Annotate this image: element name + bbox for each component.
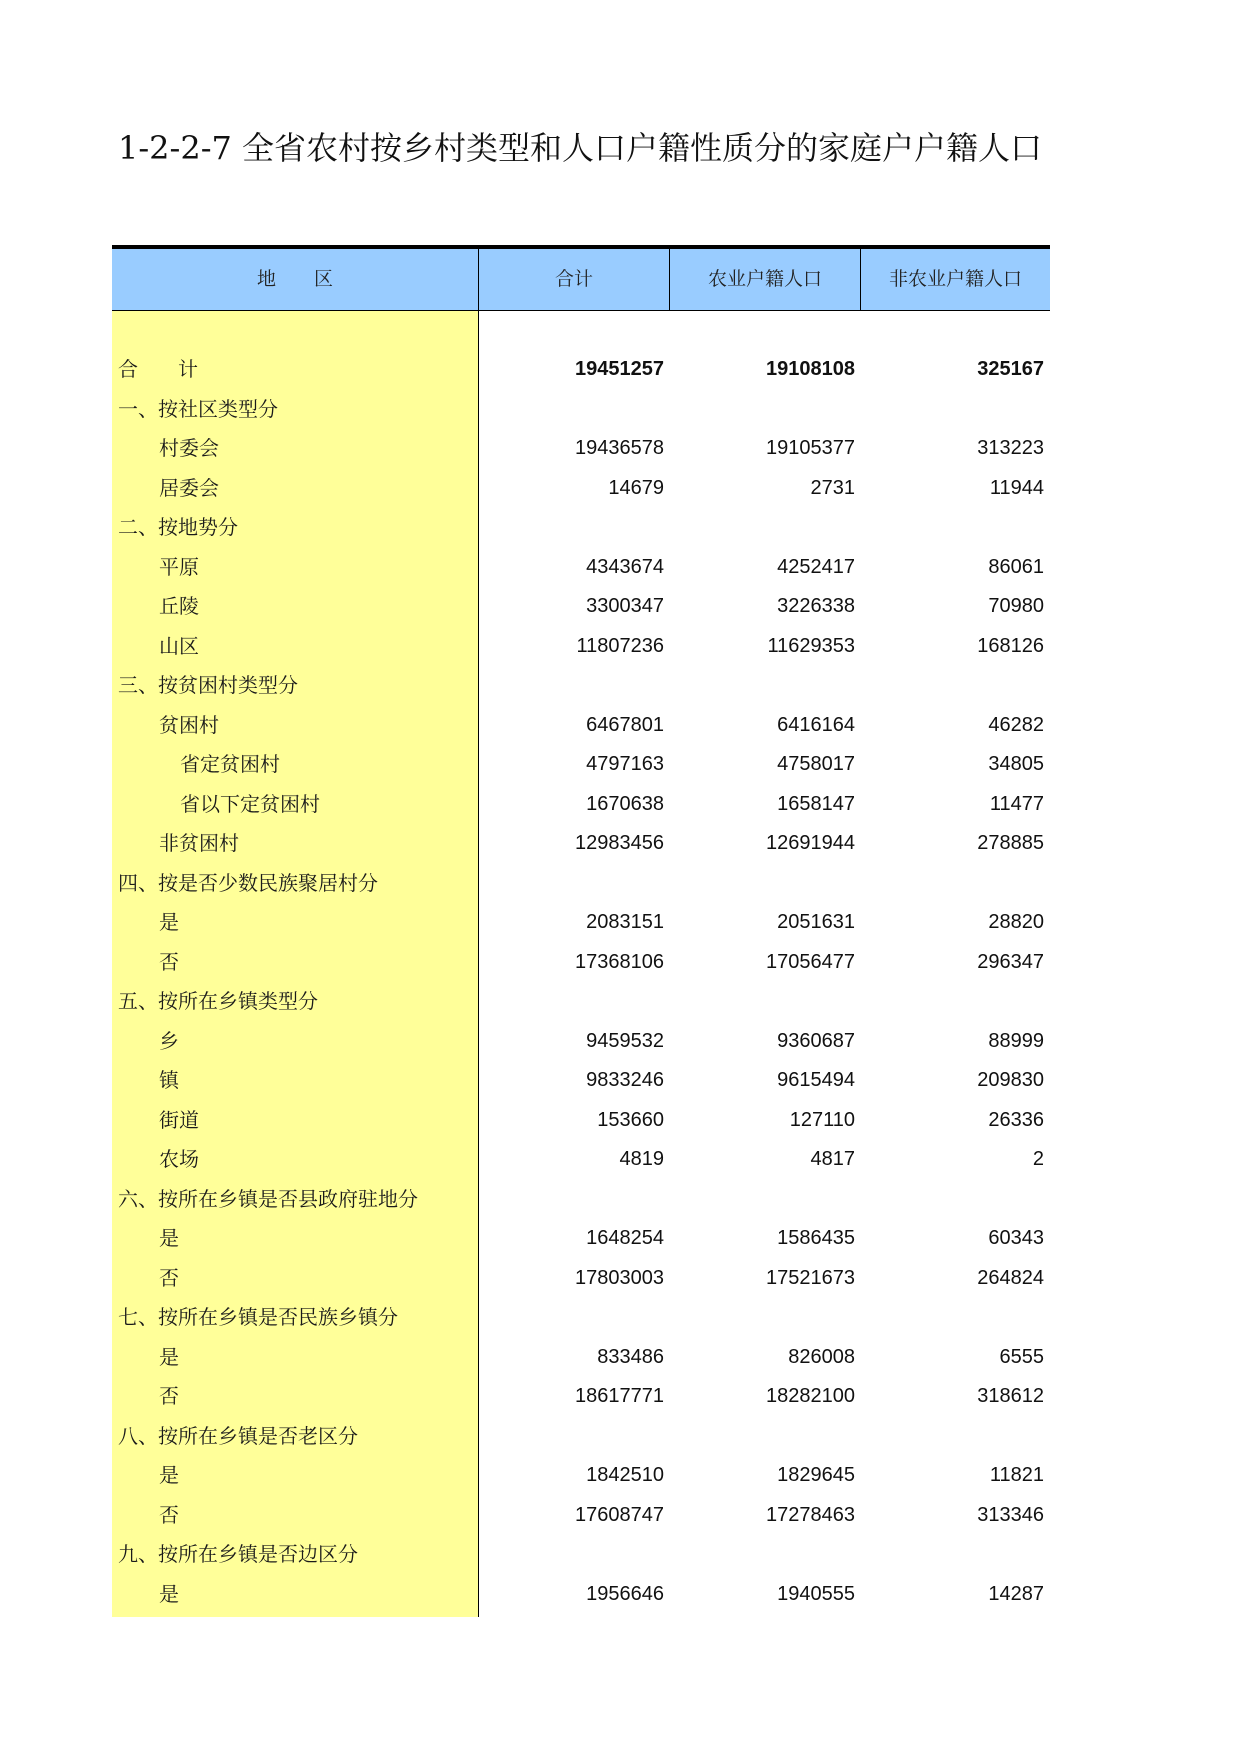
cell-non-agricultural: 88999: [988, 1029, 1044, 1052]
row-label: 五、按所在乡镇类型分: [118, 989, 318, 1013]
row-label: 二、按地势分: [118, 515, 238, 539]
cell-total: 153660: [597, 1108, 664, 1131]
cell-non-agricultural: 34805: [988, 753, 1044, 775]
cell-total: 9459532: [586, 1029, 664, 1052]
cell-non-agricultural: 313223: [977, 437, 1044, 459]
header-non-agricultural: 非农业户籍人口: [888, 268, 1022, 290]
cell-total: 11807236: [576, 634, 664, 657]
cell-total: 1956646: [586, 1582, 664, 1605]
cell-total: [479, 390, 664, 430]
cell-agricultural: 18282100: [766, 1385, 855, 1407]
table-row: [112, 1219, 1050, 1259]
cell-agricultural: 2051631: [777, 911, 855, 933]
row-label: 农场: [159, 1147, 199, 1171]
cell-total: [479, 864, 664, 904]
cell-non-agricultural: 11944: [989, 476, 1044, 499]
table-row: [112, 1180, 1050, 1220]
cell-agricultural: [670, 1180, 855, 1220]
cell-non-agricultural: [861, 1298, 1044, 1338]
row-label: 四、按是否少数民族聚居村分: [118, 870, 378, 895]
row-label: 乡: [159, 1028, 179, 1053]
row-label: 是: [159, 1344, 179, 1369]
cell-total: 1842510: [586, 1464, 664, 1486]
cell-total: 19436578: [575, 437, 664, 459]
cell-agricultural: 4817: [810, 1148, 855, 1170]
row-label: 是: [159, 910, 179, 934]
cell-non-agricultural: 209830: [977, 1069, 1044, 1091]
row-label: 省以下定贫困村: [180, 791, 320, 816]
row-label: 否: [159, 1265, 179, 1290]
cell-agricultural: 9615494: [777, 1069, 855, 1091]
cell-non-agricultural: [861, 982, 1044, 1022]
row-label: 丘陵: [159, 594, 199, 618]
cell-agricultural: 2731: [810, 476, 855, 499]
cell-total: 3300347: [586, 595, 664, 617]
cell-agricultural: 127110: [789, 1108, 855, 1131]
cell-total: [479, 1417, 664, 1457]
cell-non-agricultural: 11821: [989, 1464, 1044, 1486]
cell-total: 1648254: [586, 1227, 664, 1249]
table-row: [112, 548, 1050, 588]
cell-agricultural: 4252417: [777, 555, 855, 578]
cell-agricultural: [670, 1417, 855, 1457]
cell-agricultural: 1658147: [777, 792, 855, 815]
cell-total: 18617771: [575, 1385, 664, 1407]
cell-non-agricultural: 264824: [977, 1266, 1044, 1289]
cell-total: 14679: [608, 476, 664, 499]
cell-non-agricultural: 11477: [989, 792, 1044, 815]
cell-agricultural: 19108108: [766, 358, 855, 380]
cell-agricultural: 12691944: [766, 832, 855, 854]
row-label: 贫困村: [159, 712, 219, 737]
cell-non-agricultural: 46282: [988, 713, 1044, 736]
cell-total: 4819: [619, 1148, 664, 1170]
row-label: 是: [159, 1463, 179, 1487]
table-row: [112, 745, 1050, 785]
table-row: [112, 1456, 1050, 1496]
row-label: 八、按所在乡镇是否老区分: [118, 1423, 358, 1448]
cell-non-agricultural: [861, 864, 1044, 904]
cell-agricultural: 17278463: [766, 1503, 855, 1526]
table-row: [112, 706, 1050, 746]
table-row: [112, 1535, 1050, 1575]
cell-agricultural: [670, 982, 855, 1022]
cell-non-agricultural: 60343: [988, 1227, 1044, 1249]
cell-agricultural: [670, 666, 855, 706]
row-label: 七、按所在乡镇是否民族乡镇分: [118, 1305, 398, 1329]
cell-agricultural: 1829645: [777, 1464, 855, 1486]
header-total: 合计: [479, 249, 670, 310]
table-row: [112, 1140, 1050, 1180]
cell-total: 833486: [597, 1345, 664, 1368]
cell-non-agricultural: 325167: [977, 358, 1044, 380]
cell-total: 19451257: [575, 358, 664, 380]
table-row: [112, 350, 1050, 390]
cell-agricultural: 9360687: [777, 1029, 855, 1052]
cell-non-agricultural: 296347: [977, 950, 1044, 973]
table-row: [112, 864, 1050, 904]
row-label: 合 计: [118, 357, 198, 381]
cell-non-agricultural: 318612: [977, 1385, 1044, 1407]
cell-non-agricultural: [861, 666, 1044, 706]
cell-total: [479, 1180, 664, 1220]
table-row: [112, 390, 1050, 430]
cell-total: [479, 508, 664, 548]
row-label: 否: [159, 949, 179, 974]
table-header: [112, 249, 1050, 311]
cell-non-agricultural: 2: [1032, 1148, 1044, 1170]
table-row: [112, 943, 1050, 983]
table-row: [112, 1259, 1050, 1299]
table-row: [112, 1022, 1050, 1062]
cell-non-agricultural: 28820: [988, 911, 1044, 933]
table-row: [112, 824, 1050, 864]
table-row: [112, 1377, 1050, 1417]
row-label: 一、按社区类型分: [118, 396, 278, 421]
page-title: 1-2-2-7 全省农村按乡村类型和人口户籍性质分的家庭户户籍人口: [118, 129, 1043, 167]
cell-total: 1670638: [586, 792, 664, 815]
table-row: [112, 508, 1050, 548]
cell-agricultural: 1586435: [777, 1227, 855, 1249]
cell-non-agricultural: 168126: [977, 634, 1044, 657]
cell-agricultural: [670, 1298, 855, 1338]
cell-agricultural: 1940555: [777, 1582, 855, 1605]
table-body: [112, 350, 1050, 1614]
table-row: [112, 1061, 1050, 1101]
table-row: [112, 1417, 1050, 1457]
table-row: [112, 469, 1050, 509]
cell-agricultural: 3226338: [777, 595, 855, 617]
cell-total: 17368106: [575, 950, 664, 973]
row-label: 否: [159, 1384, 179, 1408]
cell-total: 2083151: [586, 911, 664, 933]
cell-total: [479, 982, 664, 1022]
cell-agricultural: 4758017: [777, 753, 855, 775]
row-label: 非贫困村: [159, 831, 239, 855]
cell-total: 6467801: [586, 713, 664, 736]
cell-total: [479, 1298, 664, 1338]
row-label: 山区: [159, 633, 199, 658]
header-region: 地 区: [112, 249, 479, 310]
row-label: 是: [159, 1581, 179, 1606]
table-row: [112, 587, 1050, 627]
cell-total: 9833246: [586, 1069, 664, 1091]
cell-non-agricultural: 313346: [977, 1503, 1044, 1526]
row-label: 街道: [159, 1107, 199, 1132]
table-row: [112, 627, 1050, 667]
cell-total: [479, 1535, 664, 1575]
cell-total: [479, 666, 664, 706]
table-row: [112, 1101, 1050, 1141]
table-row: [112, 903, 1050, 943]
row-label: 村委会: [159, 436, 219, 460]
cell-agricultural: [670, 390, 855, 430]
cell-non-agricultural: [861, 1417, 1044, 1457]
cell-non-agricultural: [861, 1180, 1044, 1220]
cell-total: 17803003: [575, 1266, 664, 1289]
cell-non-agricultural: 278885: [977, 832, 1044, 854]
cell-agricultural: [670, 1535, 855, 1575]
row-label: 三、按贫困村类型分: [118, 673, 298, 697]
row-label: 平原: [159, 554, 199, 579]
cell-non-agricultural: [861, 1535, 1044, 1575]
table-row: [112, 1298, 1050, 1338]
cell-non-agricultural: [861, 508, 1044, 548]
cell-total: 12983456: [575, 832, 664, 854]
row-label: 是: [159, 1226, 179, 1250]
table-row: [112, 1338, 1050, 1378]
cell-agricultural: 17056477: [766, 950, 855, 973]
table-row: [112, 1496, 1050, 1536]
row-label: 镇: [159, 1068, 179, 1092]
cell-agricultural: 17521673: [766, 1266, 855, 1289]
row-label: 省定贫困村: [180, 752, 280, 776]
table-row: [112, 1575, 1050, 1615]
cell-agricultural: 826008: [788, 1345, 855, 1368]
header-agricultural: 农业户籍人口: [670, 249, 861, 310]
table-row: [112, 666, 1050, 706]
cell-non-agricultural: 26336: [988, 1108, 1044, 1131]
row-label: 九、按所在乡镇是否边区分: [118, 1542, 358, 1566]
cell-agricultural: [670, 864, 855, 904]
cell-agricultural: 19105377: [766, 437, 855, 459]
cell-agricultural: 6416164: [777, 713, 855, 736]
table-row: [112, 982, 1050, 1022]
cell-non-agricultural: [861, 390, 1044, 430]
cell-total: 4343674: [586, 555, 664, 578]
cell-total: 4797163: [586, 753, 664, 775]
row-label: 否: [159, 1502, 179, 1527]
cell-non-agricultural: 14287: [988, 1582, 1044, 1605]
cell-non-agricultural: 6555: [999, 1345, 1044, 1368]
row-label: 居委会: [159, 475, 219, 500]
cell-total: 17608747: [575, 1503, 664, 1526]
table-row: [112, 785, 1050, 825]
cell-non-agricultural: 86061: [988, 555, 1044, 578]
table-row: [112, 429, 1050, 469]
row-label: 六、按所在乡镇是否县政府驻地分: [118, 1186, 418, 1211]
cell-agricultural: 11629353: [767, 634, 855, 657]
cell-agricultural: [670, 508, 855, 548]
cell-non-agricultural: 70980: [988, 595, 1044, 617]
